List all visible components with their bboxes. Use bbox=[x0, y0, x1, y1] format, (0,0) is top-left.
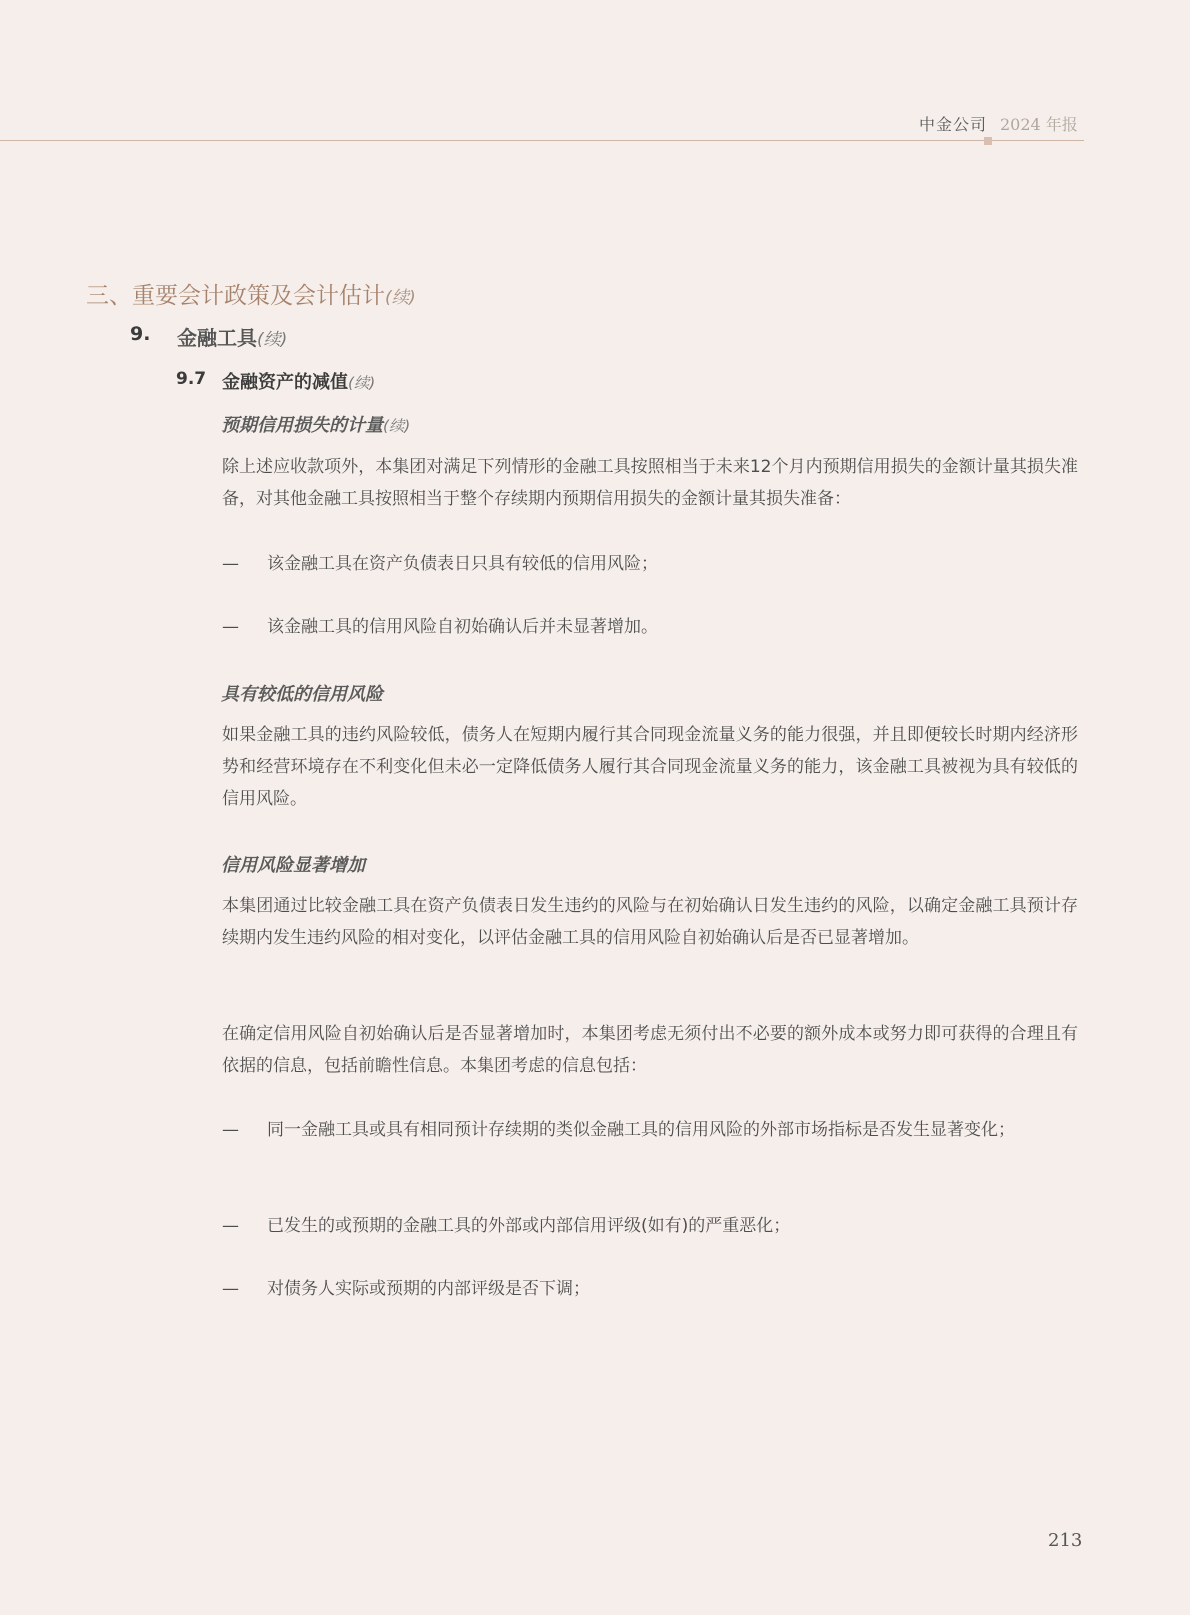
subsubsection-number: 9.7 bbox=[176, 369, 207, 389]
page-number: 213 bbox=[1048, 1530, 1083, 1551]
list-item bbox=[222, 548, 1078, 580]
bullet-text-market-indicators: 同一金融工具或具有相同预计存续期的类似金融工具的信用风险的外部市场指标是否发生显著变化； bbox=[267, 1120, 1015, 1140]
heading-low-credit-risk: 具有较低的信用风险 bbox=[221, 684, 383, 705]
subsection-continued-label: (续) bbox=[257, 330, 288, 350]
heading-ecl-continued-label: (续) bbox=[383, 417, 411, 435]
section-title-text: 三、重要会计政策及会计估计 bbox=[86, 283, 385, 309]
subsection-title-text: 金融工具 bbox=[177, 326, 257, 350]
header-divider bbox=[0, 140, 1084, 141]
list-item bbox=[222, 1114, 1078, 1146]
subsection-title bbox=[177, 322, 287, 351]
section-title bbox=[86, 277, 416, 310]
paragraph-low-credit-risk: 如果金融工具的违约风险较低，债务人在短期内履行其合同现金流量义务的能力很强，并且即便较长时期内经济形势和经营环境存在不利变化但未必一定降低债务人履行其合同现金流量义务的能力，该金融工具被视为具有较低的信用风险。 bbox=[222, 725, 1078, 809]
bullet-dash: — bbox=[222, 1120, 239, 1140]
heading-ecl-measurement bbox=[221, 411, 410, 437]
paragraph-significant-increase: 本集团通过比较金融工具在资产负债表日发生违约的风险与在初始确认日发生违约的风险，以确定金融工具预计存续期内发生违约风险的相对变化，以评估金融工具的信用风险自初始确认后是否已显著增加。 bbox=[222, 896, 1078, 948]
header-company-name: 中金公司 bbox=[919, 115, 988, 134]
bullet-text-internal-rating: 对债务人实际或预期的内部评级是否下调； bbox=[267, 1279, 590, 1299]
header-divider-marker bbox=[984, 137, 992, 145]
bullet-text-rating-deterioration: 已发生的或预期的金融工具的外部或内部信用评级(如有)的严重恶化； bbox=[267, 1216, 791, 1236]
heading-ecl-measurement-text: 预期信用损失的计量 bbox=[221, 415, 383, 436]
list-item bbox=[222, 611, 1078, 643]
list-item bbox=[222, 1210, 1078, 1242]
heading-significant-increase: 信用风险显著增加 bbox=[221, 855, 365, 876]
bullet-dash: — bbox=[222, 617, 239, 637]
header-report-title: 2024 年报 bbox=[1000, 115, 1078, 134]
bullet-text-no-increase: 该金融工具的信用风险自初始确认后并未显著增加。 bbox=[267, 617, 658, 637]
subsection-number: 9. bbox=[130, 323, 151, 345]
list-item bbox=[222, 1273, 1078, 1305]
section-continued-label: (续) bbox=[385, 288, 416, 308]
subsubsection-title-text: 金融资产的减值 bbox=[222, 372, 348, 393]
bullet-dash: — bbox=[222, 1216, 239, 1236]
subsubsection-title bbox=[222, 368, 375, 394]
bullet-dash: — bbox=[222, 1279, 239, 1299]
paragraph-information-considered: 在确定信用风险自初始确认后是否显著增加时，本集团考虑无须付出不必要的额外成本或努力即可获得的合理且有依据的信息，包括前瞻性信息。本集团考虑的信息包括： bbox=[222, 1024, 1078, 1076]
subsubsection-continued-label: (续) bbox=[348, 374, 376, 392]
bullet-text-low-risk: 该金融工具在资产负债表日只具有较低的信用风险； bbox=[267, 554, 658, 574]
bullet-dash: — bbox=[222, 554, 239, 574]
paragraph-ecl-basis: 除上述应收款项外，本集团对满足下列情形的金融工具按照相当于未来12个月内预期信用损失的金额计量其损失准备，对其他金融工具按照相当于整个存续期内预期信用损失的金额计量其损失准备： bbox=[222, 457, 1078, 509]
